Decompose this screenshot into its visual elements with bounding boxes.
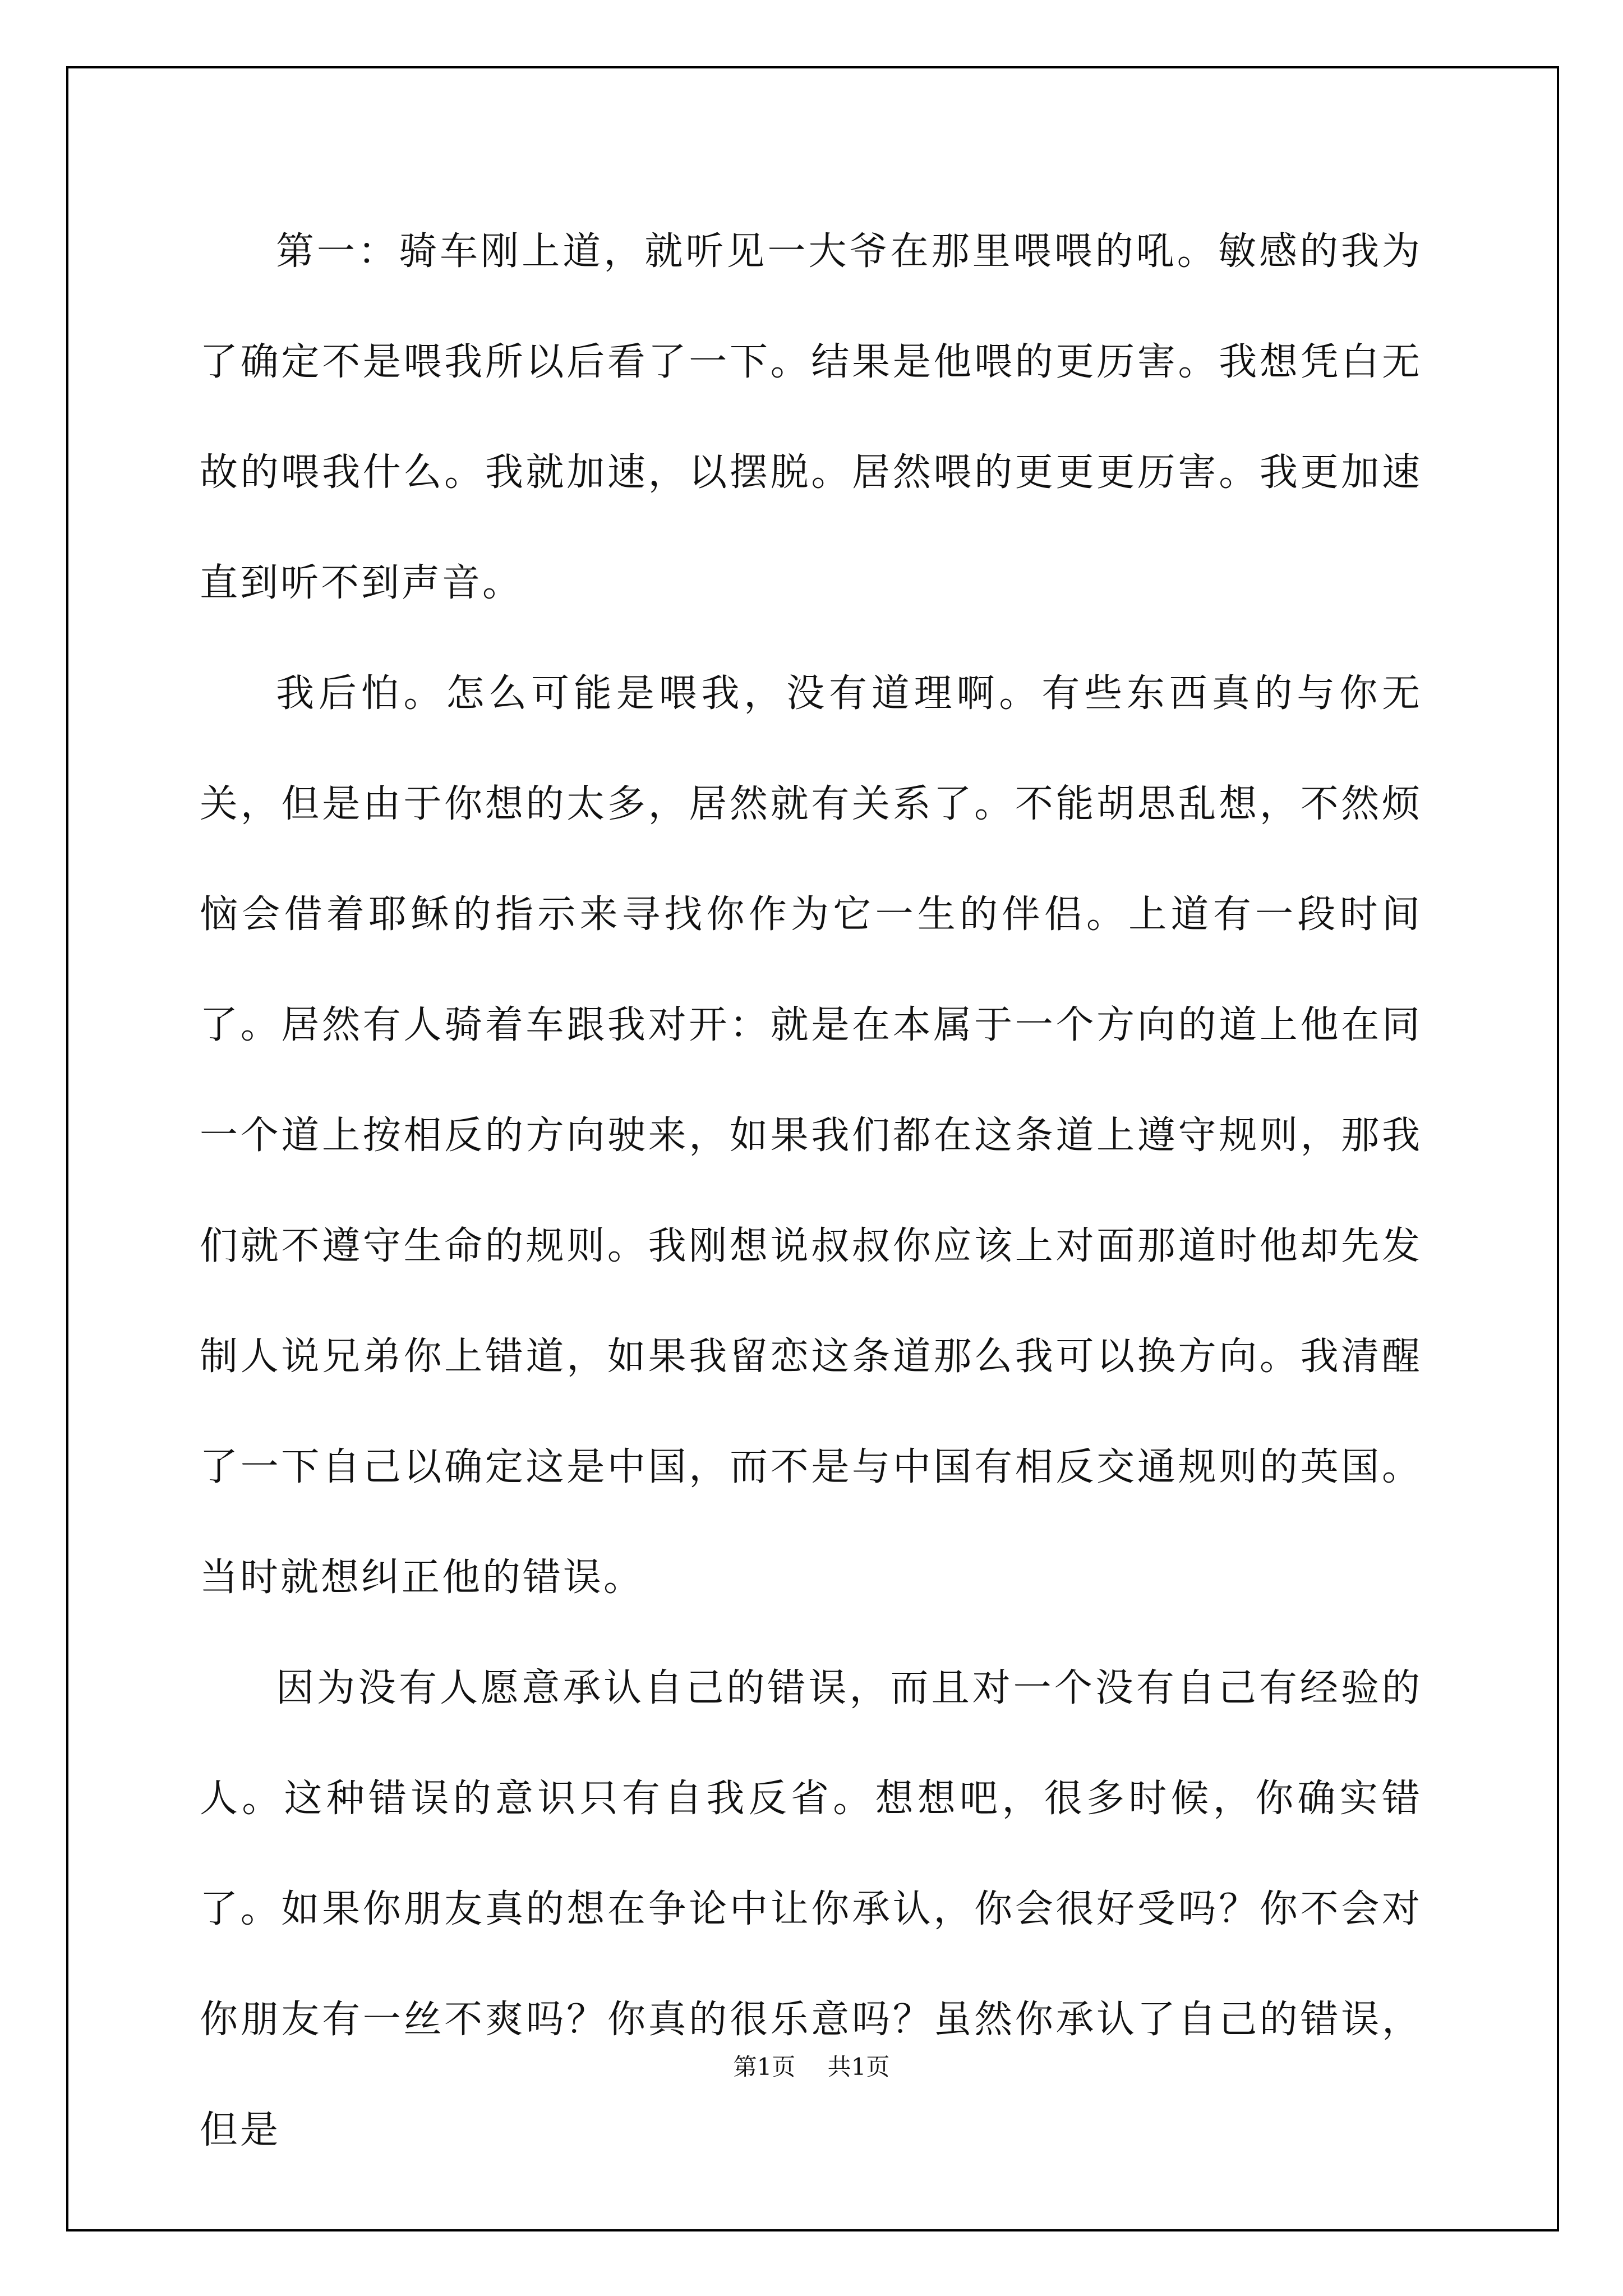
page-number: 第1页 — [733, 2053, 796, 2081]
document-body — [200, 196, 1422, 2185]
page-total: 共1页 — [827, 2053, 890, 2081]
page-footer — [0, 2049, 1623, 2082]
paragraph-3: 因为没有人愿意承认自己的错误，而且对一个没有自己有经验的人。这种错误的意识只有自我反省。想想吧，很多时候，你确实错了。如果你朋友真的想在争论中让你承认，你会很好受吗？你不会对你朋友有一丝不爽吗？你真的很乐意吗？虽然你承认了自己的错误，但是 — [200, 1666, 1422, 2152]
paragraph-1: 第一：骑车刚上道，就听见一大爷在那里喂喂的吼。敏感的我为了确定不是喂我所以后看了一下。结果是他喂的更历害。我想凭白无故的喂我什么。我就加速，以摆脱。居然喂的更更更历害。我更加速直到听不到声音。 — [200, 229, 1422, 605]
paragraph-2: 我后怕。怎么可能是喂我，没有道理啊。有些东西真的与你无关，但是由于你想的太多，居然就有关系了。不能胡思乱想，不然烦恼会借着耶稣的指示来寻找你作为它一生的伴侣。上道有一段时间了。居然有人骑着车跟我对开：就是在本属于一个方向的道上他在同一个道上按相反的方向驶来，如果我们都在这条道上遵守规则，那我们就不遵守生命的规则。我刚想说叔叔你应该上对面那道时他却先发制人说兄弟你上错道，如果我留恋这条道那么我可以换方向。我清醒了一下自己以确定这是中国，而不是与中国有相反交通规则的英国。当时就想纠正他的错误。 — [200, 671, 1422, 1600]
